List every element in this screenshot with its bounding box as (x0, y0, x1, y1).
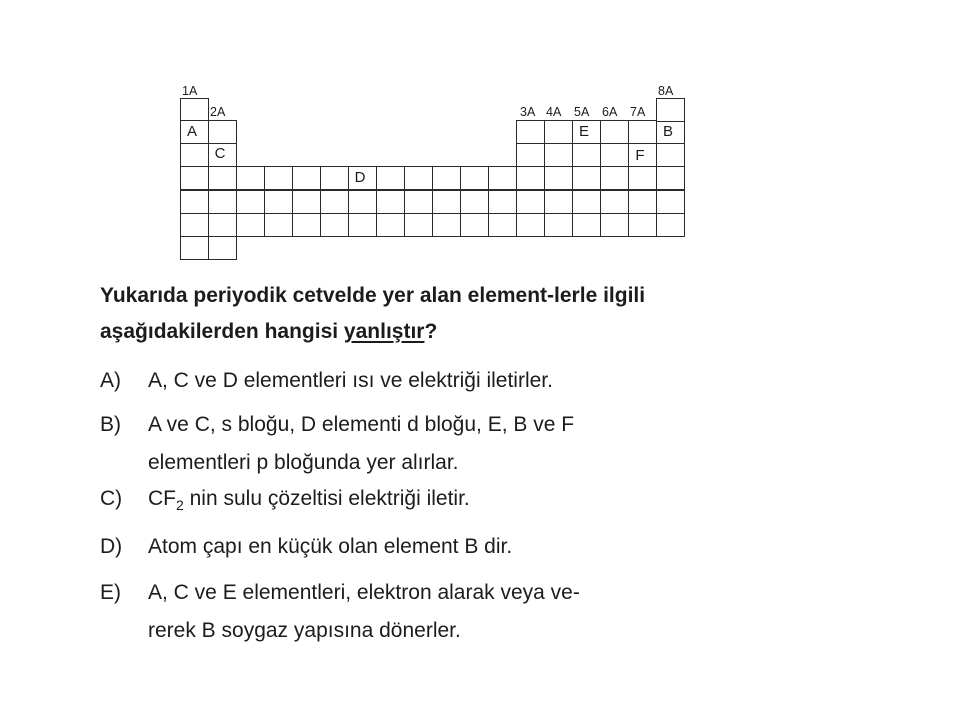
table-cell (292, 190, 321, 214)
table-cell (516, 120, 545, 144)
table-cell (600, 190, 629, 214)
table-cell (320, 166, 349, 190)
table-cell (348, 190, 377, 214)
group-label-6a: 6A (602, 105, 618, 119)
table-cell (656, 143, 685, 167)
option-c (100, 480, 800, 518)
table-cell (628, 190, 657, 214)
table-cell (404, 190, 433, 214)
table-cell (376, 190, 405, 214)
table-cell (208, 236, 237, 260)
table-cell (404, 166, 433, 190)
option-e (100, 574, 800, 650)
option-e-line1: A, C ve E elementleri, elektron alarak veya ve- (148, 581, 580, 604)
table-cell (572, 190, 601, 214)
table-cell (180, 166, 209, 190)
table-cell (208, 213, 237, 237)
group-label-3a: 3A (520, 105, 536, 119)
option-c-letter: C) (100, 487, 123, 510)
table-cell (628, 166, 657, 190)
table-cell (628, 213, 657, 237)
periodic-table-figure (0, 0, 960, 280)
group-label-1a: 1A (182, 84, 198, 98)
option-d-letter: D) (100, 535, 123, 558)
table-cell (572, 166, 601, 190)
table-cell (656, 166, 685, 190)
table-cell (180, 190, 209, 214)
table-cell (544, 166, 573, 190)
question-part1: Yukarıda periyodik cetvelde yer alan element-lerle ilgili aşağıdakilerden hangisi (100, 284, 646, 343)
option-b-line1: A ve C, s bloğu, D elementi d bloğu, E, B ve F (148, 413, 575, 436)
element-f-label: F (635, 147, 645, 164)
table-cell (320, 190, 349, 214)
table-cell (292, 166, 321, 190)
option-b-line2: elementleri p bloğunda yer alırlar. (148, 451, 459, 474)
table-cell (376, 166, 405, 190)
group-label-2a: 2A (210, 105, 226, 119)
table-cell (460, 213, 489, 237)
question-text (100, 278, 780, 350)
option-b (100, 406, 800, 482)
group-label-8a: 8A (658, 84, 674, 98)
table-cell (544, 190, 573, 214)
table-cell (600, 120, 629, 144)
group-label-7a: 7A (630, 105, 646, 119)
element-b-label: B (662, 123, 673, 140)
table-cell (264, 190, 293, 214)
table-cell (600, 213, 629, 237)
table-cell (292, 213, 321, 237)
option-a-letter: A) (100, 369, 121, 392)
table-cell (264, 213, 293, 237)
table-cell (628, 120, 657, 144)
table-cell (180, 98, 209, 122)
table-cell (376, 213, 405, 237)
question-part2: ? (424, 320, 438, 343)
option-e-letter: E) (100, 581, 121, 604)
table-cell (180, 143, 209, 167)
table-cell (180, 213, 209, 237)
table-cell (404, 213, 433, 237)
table-cell (516, 166, 545, 190)
table-cell (180, 236, 209, 260)
table-cell (208, 190, 237, 214)
table-cell (516, 190, 545, 214)
table-cell (516, 143, 545, 167)
table-cell (488, 213, 517, 237)
element-a-label: A (186, 123, 197, 140)
table-cell (488, 190, 517, 214)
table-cell (656, 190, 685, 214)
element-d-label: D (354, 169, 366, 186)
table-cell (544, 143, 573, 167)
group-label-5a: 5A (574, 105, 590, 119)
option-d-text: Atom çapı en küçük olan element B dir. (148, 535, 513, 558)
table-cell (208, 166, 237, 190)
option-c-subscript: 2 (176, 497, 184, 513)
table-cell (544, 213, 573, 237)
option-a-text: A, C ve D elementleri ısı ve elektriği iletirler. (148, 369, 553, 392)
option-d (100, 528, 800, 566)
option-b-letter: B) (100, 413, 121, 436)
option-c-text: nin sulu çözeltisi elektriği iletir. (183, 487, 470, 510)
group-label-4a: 4A (546, 105, 562, 119)
element-e-label: E (578, 123, 589, 140)
option-c-formula: CF (148, 487, 176, 510)
table-cell (656, 98, 685, 122)
table-cell (544, 120, 573, 144)
table-cell (348, 213, 377, 237)
table-cell (264, 166, 293, 190)
table-cell (460, 190, 489, 214)
question-underlined-word: yanlıştır (343, 320, 425, 343)
table-cell (236, 213, 265, 237)
table-cell (432, 166, 461, 190)
table-cell (236, 190, 265, 214)
table-cell (432, 213, 461, 237)
table-cell (572, 213, 601, 237)
table-cell (432, 190, 461, 214)
table-cell (320, 213, 349, 237)
table-cell (236, 166, 265, 190)
option-e-line2: rerek B soygaz yapısına dönerler. (148, 619, 461, 642)
table-cell (460, 166, 489, 190)
table-cell (572, 143, 601, 167)
element-c-label: C (214, 145, 226, 162)
option-a (100, 362, 800, 400)
table-cell (656, 213, 685, 237)
table-cell (208, 120, 237, 144)
table-cell (516, 213, 545, 237)
table-cell (600, 166, 629, 190)
table-cell (600, 143, 629, 167)
table-cell (488, 166, 517, 190)
